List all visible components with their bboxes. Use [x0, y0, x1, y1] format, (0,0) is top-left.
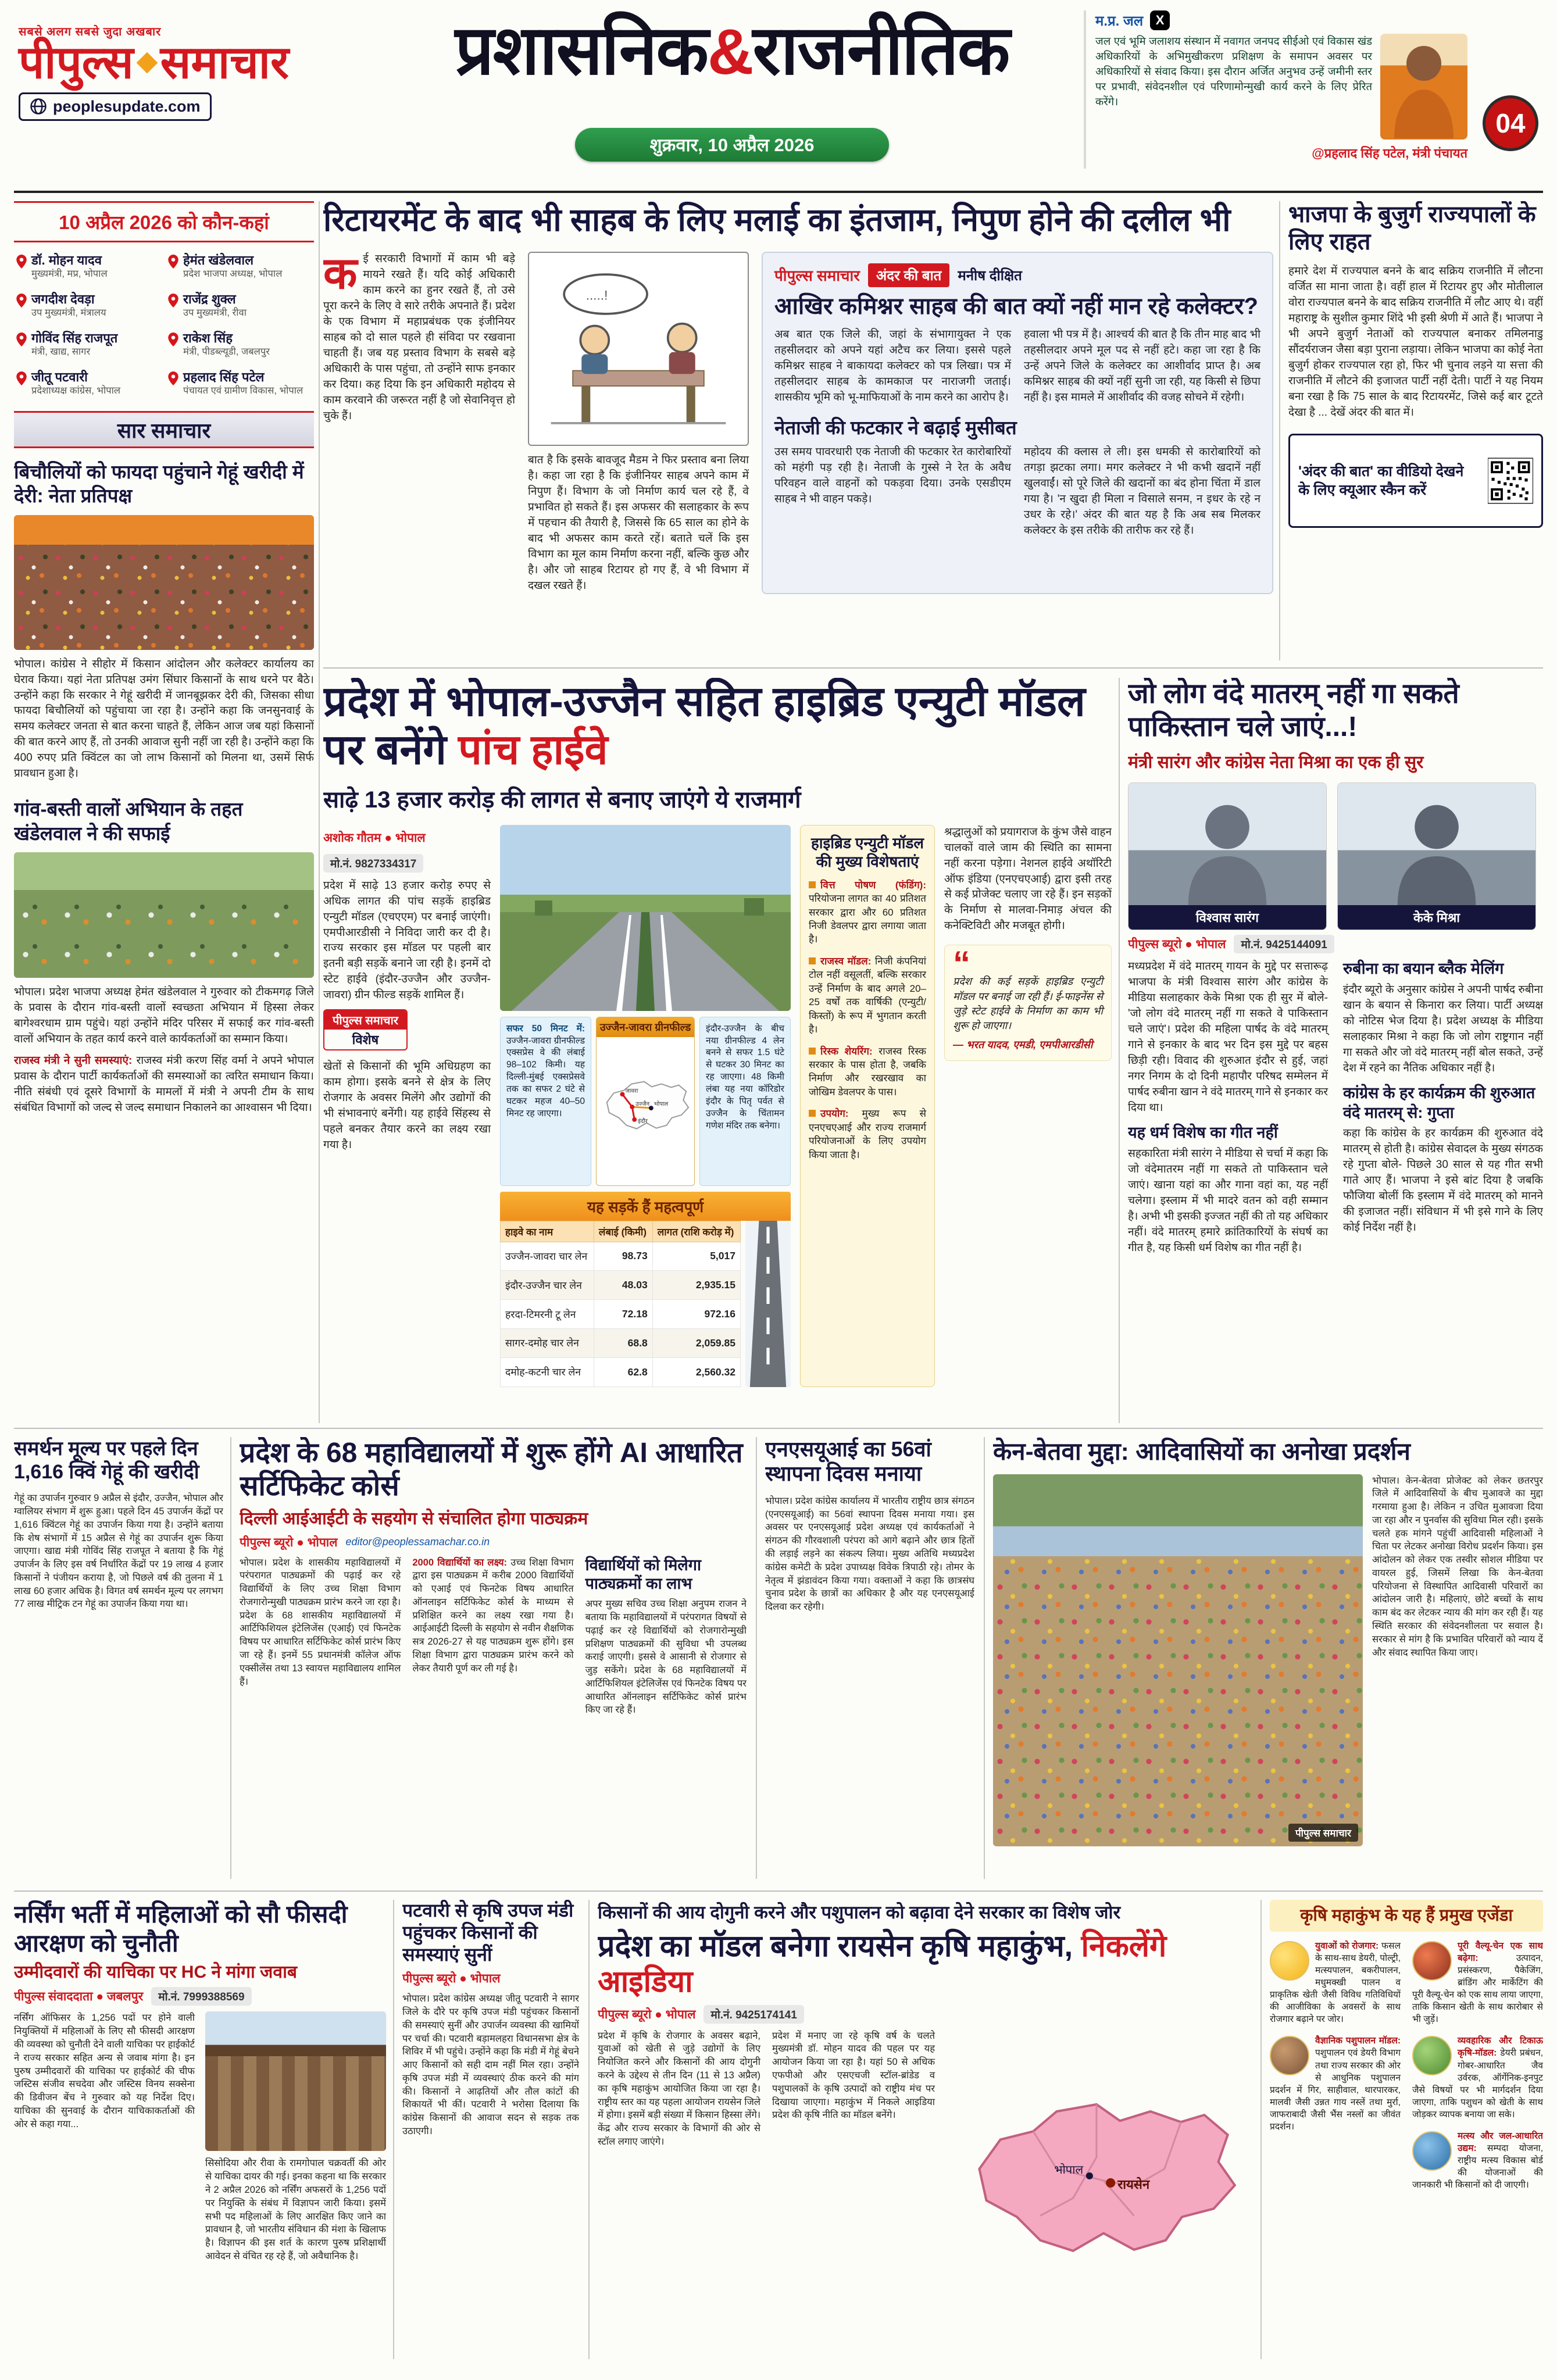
who-where-entry: राजेंद्र शुक्ल उप मुख्यमंत्री, रीवा	[168, 292, 312, 319]
vande-mataram-story	[1128, 678, 1543, 1423]
cartoon-illustration	[528, 252, 749, 446]
route-map-title: उज्जैन-जावरा ग्रीनफील्ड	[597, 1017, 694, 1037]
highway-body2: खेतों से किसानों की भूमि अधिग्रहण का काम होगा। इसके बनने से क्षेत्र के लिए रोजगार के अवसर मिलेंगे और उद्योगों की भी संभावनाएं बनेंगी। यह हाईवे सिंहस्थ से पहले बनकर तैयार करने का लक्ष्य रखा गया है।	[323, 1060, 491, 1152]
website-text: peoplesupdate.com	[53, 97, 201, 115]
divider	[323, 667, 1543, 669]
divider	[1279, 201, 1280, 660]
governors-story	[1288, 201, 1543, 660]
governors-headline: भाजपा के बुजुर्ग राज्यपालों के लिए राहत	[1288, 202, 1536, 255]
feature-item: राजस्व मॉडल: निजी कंपनियां टोल नहीं वसूलतीं, बल्कि सरकार उन्हें निर्माण के बाद अगले 20–25 वर्षों तक वार्षिकी (एन्युटी/किस्तों) के रूप में भुगतान करती है।	[809, 955, 926, 1037]
map-label-raisen: रायसेन	[1117, 2177, 1150, 2192]
byline: पीपुल्स ब्यूरो ● भोपाल	[598, 2007, 696, 2021]
person-silhouette-icon	[1129, 783, 1326, 905]
who-where-title: 10 अप्रैल 2026 को कौन-कहां	[14, 201, 314, 242]
map-label-bhopal: भोपाल	[1054, 2163, 1084, 2177]
who-where-entry: प्रहलाद सिंह पटेल पंचायत एवं ग्रामीण विकास, भोपाल	[168, 370, 312, 397]
byline-row	[598, 2005, 1251, 2024]
mp-district-map	[947, 2029, 1251, 2343]
andar-col2: हवाला भी पत्र में है। आश्चर्य की बात है कि तीन माह बाद भी तहसीलदार अपने मूल पद से नहीं हटे। कहा जा रहा है कि उन्हें अपने जिले के कलेक्टर का आशीर्वाद प्राप्त है। अब कमिश्नर साहब की क्यों नहीं सुनी जा रही, यह किसी से छिपा नहीं है। इस मामले में आशीर्वाद की वजह सोचने में रहेगी।	[1024, 328, 1260, 403]
agenda-item: वैज्ञानिक पशुपालन मॉडल: पशुपालन एवं डेयरी विभाग तथा राज्य सरकार की ओर से आधुनिक पशुपालन प्रदर्शन में गिर, साहीवाल, थारपारकर, मालवी जैसी उन्नत गाय नस्लें तथा मुर्रा, जाफराबादी जैसी भैंस नस्लों का जीवंत प्रदर्शन।	[1270, 2036, 1401, 2132]
andar-author: मनीष दीक्षित	[958, 267, 1022, 284]
byline-row	[1128, 935, 1543, 953]
ai-col1: भोपाल। प्रदेश के शासकीय महाविद्यालयों में परंपरागत पाठ्यक्रमों की पढ़ाई कर रहे विद्यार्थियों के लिए उच्च शिक्षा विभाग रोजगारोन्मुखी पाठ्यक्रम प्रारंभ करने जा रहा है। प्रदेश के 68 शासकीय महाविद्यालयों में आर्टिफिशियल इंटेलिजेंस (एआई) एवं फिनटेक विषय पर आधारित सर्टिफिकेट कोर्स प्रारंभ किए जा रहे हैं। इनमें 55 प्रधानमंत्री कॉलेज ऑफ एक्सीलेंस तथा 13 स्वायत्त महाविद्यालय शामिल हैं।	[240, 1557, 401, 1687]
location-pin-icon	[16, 255, 27, 269]
andar-label: अंदर की बात	[868, 263, 949, 287]
photo-protest-stage	[14, 515, 314, 650]
highway-colD	[944, 825, 1112, 1387]
netaji-cols	[774, 445, 1260, 539]
divider	[984, 1437, 985, 1879]
quote-header	[1095, 10, 1467, 30]
nursing-story	[14, 1900, 386, 2365]
divider	[319, 201, 320, 1423]
agenda-item: पूरी वैल्यू-चेन एक साथ बढ़ेगा: उत्पादन, प्रसंस्करण, पैकेजिंग, ब्रांडिंग और मार्केटिंग की पूरी वैल्यू-चेन को एक साथ लाया जाएगा, ताकि किसान खेती के साथ कारोबार से भी जुड़ें।	[1412, 1941, 1543, 2025]
mahakumbh-story	[598, 1900, 1251, 2365]
patwari-headline: पटवारी से कृषि उपज मंडी पहुंचकर किसानों की समस्याएं सुनीं	[402, 1900, 574, 1965]
mahakumbh-col2: प्रदेश में मनाए जा रहे कृषि वर्ष के चलते मुख्यमंत्री डॉ. मोहन यादव की पहल पर यह आयोजन किया जा रहा है। यहां 50 से अधिक एफपीओ और एसएचजी स्टॉल-ब्रांडेड व पशुपालकों के कृषि उत्पादों को राष्ट्रीय मंच पर दिखाया जाएगा। महाकुंभ में निकले आइडिया प्रदेश की कृषि नीति का मॉडल बनेंगे।	[772, 2030, 935, 2121]
road-graphic-icon	[745, 1221, 791, 1387]
divider	[1119, 678, 1120, 1423]
who-where-entry: जगदीश देवड़ा उप मुख्यमंत्री, मंत्रालय	[16, 292, 160, 319]
x-logo-icon: X	[1150, 10, 1170, 30]
mahakumbh-columns	[598, 2029, 1251, 2346]
andar-header	[774, 263, 1260, 287]
location-pin-icon	[168, 294, 178, 308]
brief-headline: गांव-बस्ती वालों अभियान के तहत खंडेलवाल ने की सफाई	[14, 798, 243, 844]
table-row: सागर-दमोह चार लेन 68.8 2,059.85	[501, 1328, 741, 1357]
mprdc-quote-by: — भरत यादव, एमडी, एमपीआरडीसी	[953, 1039, 1093, 1051]
location-pin-icon	[168, 333, 178, 346]
cattle-photo-icon	[1270, 2036, 1309, 2075]
highway-photo-art	[500, 825, 791, 1011]
ai-col2: 2000 विद्यार्थियों का लक्ष्य: उच्च शिक्षा विभाग द्वारा इस पाठ्यक्रम में करीब 2000 विद्यार्थियों को एआई एवं फिनटेक विषय आधारित ऑनलाइन सर्टिफिकेट कोर्स के माध्यम से प्रशिक्षित करने का लक्ष्य रखा गया है। आईआईटी दिल्ली के सहयोग से नवीन शैक्षणिक सत्र 2026-27 से यह पाठ्यक्रम शुरू होंगे। इस शिक्षा विभाग द्वारा पाठ्यक्रम प्रारंभ करने को लेकर तैयारी पूर्ण कर ली गई है।	[412, 1557, 574, 1674]
vm-sec1-body: सहकारिता मंत्री सारंग ने मीडिया से चर्चा में कहा कि जो वंदेमातरम नहीं गा सकते तो पाकिस्तान चले जाएं। खाना यहां का और गाना वहां का, यह नहीं चलेगा। इस्लाम में भी मादरे वतन को वही सम्मान है। अभी भी इसकी इज्जत नहीं की तो यह अधिकार नहीं। वंदे मातरम् हमारे क्रांतिकारियों के संघर्ष का गीत है, यह किसी धर्म विशेष का गीत नहीं है।	[1128, 1147, 1328, 1254]
byline: पीपुल्स ब्यूरो ● भोपाल	[240, 1535, 338, 1549]
highway-colC	[800, 825, 935, 1387]
brief-cleanup-story	[14, 797, 314, 1116]
retirement-story	[323, 201, 1273, 660]
qr-promo-box	[1288, 434, 1543, 528]
location-pin-icon	[16, 294, 27, 308]
divider	[230, 1437, 231, 1879]
who-where-entry: डॉ. मोहन यादव मुख्यमंत्री, मप्र, भोपाल	[16, 253, 160, 280]
brief-sub-lead: राजस्व मंत्री ने सुनी समस्याएं:	[14, 1054, 133, 1067]
highway-columns	[323, 825, 1112, 1387]
ai-subhead: दिल्ली आईआईटी के सहयोग से संचालित होगा पाठ्यक्रम	[240, 1509, 588, 1529]
nursing-col1: नर्सिंग ऑफिसर के 1,256 पदों पर होने वाली नियुक्तियों में महिलाओं के लिए सौ फीसदी आरक्षण की व्यवस्था को चुनौती देने वाली याचिका पर हाईकोर्ट ने राज्य सरकार सहित अन्य से जवाब मांगा है। इन पुरुष उम्मीदवारों की याचिका पर हाईकोर्ट की चीफ जस्टिस संजीव सचदेवा और जस्टिस विनय सक्सेना की डिवीजन बेंच ने गुरुवार को यह निर्देश दिए। याचिका की सुनवाई के दौरान याचिकाकर्ताओं की ओर से कहा गया...	[14, 2013, 195, 2129]
left-rail	[14, 201, 314, 1423]
ai-headline: प्रदेश के 68 महाविद्यालयों में शुरू होंगे AI आधारित सर्टिफिकेट कोर्स	[240, 1438, 743, 1502]
ai-benefit-body: अपर मुख्य सचिव उच्च शिक्षा अनुपम राजन ने बताया कि महाविद्यालयों में परंपरागत विषयों से पढ़ाई कर रहे विद्यार्थियों को रोजगारोन्मुखी प्रशिक्षण पाठ्यक्रमों की सुविधा भी उपलब्ध कराई जाएगी। इससे वे आसानी से रोजगार से जुड़ सकेंगे। प्रदेश के 68 महाविद्यालयों में आर्टिफिशियल इंटेलिजेंस एवं फिनटेक विषय पर आधारित ऑनलाइन सर्टिफिकेट कोर्स प्रारंभ किए जा रहे हैं।	[585, 1599, 747, 1716]
map-label-indore: इंदौर	[638, 1118, 648, 1125]
divider	[756, 1437, 757, 1879]
fish-photo-icon	[1412, 2131, 1452, 2171]
ai-col3	[585, 1556, 747, 1717]
map-label-jaora: जावरा	[625, 1087, 638, 1094]
andar-headline: आखिर कमिश्नर साहब की बात क्यों नहीं मान रहे कलेक्टर?	[774, 293, 1258, 319]
mahakumbh-kicker: किसानों की आय दोगुनी करने और पशुपालन को बढ़ावा देने सरकार का विशेष जोर	[598, 1902, 1121, 1922]
chicks-photo-icon	[1270, 1941, 1309, 1981]
ham-features-box	[800, 825, 935, 1387]
divider	[393, 1900, 394, 2359]
factbox-1: सफर 50 मि​नट में: उज्जैन-जावरा ग्रीनफील्ड एक्सप्रेस वे की लंबाई 98–102 किमी। यह दिल्ली-मुंबई एक्सप्रेसवे तक का सफर 2 घंटे से घटकर महज 40–50 मिनट रह जाएगा।	[500, 1017, 591, 1186]
vm-sec3-body: कहा कि कांग्रेस के हर कार्यक्रम की शुरुआत वंदे मातरम् से होती है। कांग्रेस सेवादल के मुख्य संगठक रहे गुप्ता बोले- पिछले 30 साल से यह गीत सभी गाते आए हैं। भाजपा ने इसे बांट दिया है जबकि फौजिया बोलीं कि इस्लाम में वंदे मातरम् को मानने की इजाजत नहीं। संविधान में भी इसे गाने के लिए कोई निर्देश नहीं है।	[1343, 1127, 1543, 1234]
msp-story	[14, 1437, 223, 1882]
mprdc-quote-text: प्रदेश की कई सड़कें हाइब्रिड एन्युटी मॉडल पर बनाई जा रही हैं। ई-फाइनेंस से जुड़े स्टेट हाईवे के निर्माण का काम भी शुरू हो जाएगा।	[953, 975, 1103, 1031]
page-number: 04	[1483, 95, 1538, 151]
highway-subhead: साढ़े 13 हजार करोड़ की लागत से बनाए जाएंगे ये राजमार्ग	[323, 787, 801, 813]
phone-number: मो.नं. 7999388569	[151, 1987, 251, 2006]
agenda-box	[1270, 1900, 1543, 2365]
msp-body: गेहूं का उपार्जन गुरुवार 9 अप्रैल से इंदौर, उज्जैन, भोपाल और ग्वालियर संभाग में शुरू हुआ। पहले दिन 45 उपार्जन केंद्रों पर 1,616 क्विंटल गेहूं का उपार्जन किया गया है। उन्होंने बताया कि शेष संभागों में 15 अप्रैल से गेहूं का उपार्जन शुरू किया जाएगा। खाद्य मंत्री गोविंद सिंह राजपूत ने बताया है कि गेहूं उपार्जन के लिए इस वर्ष निर्धारित केंद्रों पर 19 लाख 4 हजार किसानों ने पंजीयन कराया है, जो पिछले वर्ष की तुलना में 1 लाख 60 हजार अधिक है। विगत वर्ष समर्थन मूल्य पर लगभग 77 लाख मीट्रिक टन गेहूं का उपार्जन किया गया था।	[14, 1493, 223, 1610]
route-map-box	[596, 1017, 695, 1186]
retirement-headline: रिटायरमेंट के बाद भी साहब के लिए मलाई का इंतजाम, निपुण होने की दलील भी	[323, 202, 1231, 238]
cartoon-icon	[529, 253, 748, 445]
brief-sub	[14, 1053, 314, 1116]
feature-item: वित्त पोषण (फंडिंग): परियोजना लागत का 40 प्रतिशत सरकार द्वारा और 60 प्रतिशत निजी डेवलपर द्वारा लगाया जाता है।	[809, 878, 926, 946]
quote-brand: म.प्र. जल	[1095, 13, 1144, 29]
ai-benefit-title: विद्यार्थियों को मिलेगा पाठ्यक्रमों का लाभ	[585, 1556, 701, 1592]
nursing-headline: नर्सिंग भर्ती में महिलाओं को सौ फीसदी आरक्षण को चुनौती	[14, 1900, 348, 1957]
masthead-rule	[14, 191, 1543, 193]
roads-table-title: यह सड़कें हैं महत्वपूर्ण	[500, 1192, 791, 1221]
mprdc-quote-card	[944, 945, 1112, 1061]
ken-body: भोपाल। केन-बेतवा प्रोजेक्ट को लेकर छतरपुर जिले में आदिवासियों के बीच मुआवजे का मुद्दा गरमाया हुआ है। लेकिन न उचित मुआवजा दिया जा रहा और न पुनर्वास की सुविधा मिल रही। इसके चलते हक मांगने पहुंचीं आदिवासी महिलाओं ने चिता पर लेटकर अनोखा विरोध प्रदर्शन किया। इस आंदोलन को लेकर एक तस्वीर सोशल मीडिया पर वायरल हुई, जिसमें लिखा कि केन-बेतवा परियोजना से विस्थापित आदिवासी परिवारों का आंदोलन जारी है। महिलाएं, छोटे बच्चों के साथ काम बंद कर लेटकर न्याय की मांग कर रही हैं। यह स्थिति सरकार की संवेदनशीलता पर सवाल है। सरकार से मांग है कि प्रभावित परिवारों को न्याय दें और संवाद स्थापित किया जाए।	[1372, 1475, 1543, 1658]
newspaper-logo	[19, 39, 298, 87]
vm-subhead: मंत्री सारंग और कांग्रेस नेता मिश्रा का एक ही सुर	[1128, 753, 1424, 773]
title-left: प्रशासनिक	[455, 12, 708, 89]
qr-promo-text: 'अंदर की बात' का वीडियो देखने के लिए क्यूआर स्कैन करें	[1298, 463, 1464, 499]
photo-card-sarang	[1128, 782, 1327, 930]
table-row: दमोह-कटनी चार लेन 62.8 2,560.32	[501, 1357, 741, 1386]
title-amp: &	[708, 16, 753, 88]
location-pin-icon	[16, 371, 27, 385]
brief-headline: बिचौलियों को फायदा पहुंचाने गेहूं खरीदी में देरी: नेता प्रतिपक्ष	[14, 461, 304, 507]
byline: पीपुल्स ब्यूरो ● भोपाल	[1128, 938, 1226, 952]
map-label-bhopal: भोपाल	[653, 1100, 669, 1107]
who-where-entry: जीतू पटवारी प्रदेशाध्यक्ष कांग्रेस, भोपाल	[16, 370, 160, 397]
ham-features-title: हाइब्रिड एन्युटी मॉडल की मुख्य विशेषताएं	[810, 834, 924, 871]
photo-credit: पीपुल्स समाचार	[1288, 1824, 1358, 1842]
highway-headline-red: पांच हाईवे	[458, 726, 608, 773]
highway-headline: प्रदेश में भोपाल-उज्जैन सहित हाइब्रिड एन्युटी मॉडल पर बनेंगे पांच हाईवे	[323, 678, 1085, 773]
vm-sec1-title: यह धर्म विशेष का गीत नहीं	[1128, 1123, 1278, 1141]
byline-row	[14, 1987, 386, 2006]
brief-sub-body: राजस्व मंत्री करण सिंह वर्मा ने अपने भोपाल प्रवास के दौरान पार्टी कार्यकर्ताओं की समस्याओं का त्वरित समाधान किया। नीति संबंधी एवं दूसरे विभागों के मामलों में मंत्री ने अपनी टीम के साथ संबंधित विभागों को जल्द से जल्द समाधान निकालने का आश्वासन भी दिया।	[14, 1054, 314, 1114]
agenda-item: युवाओं को रोजगार: फसल के साथ-साथ डेयरी, पोल्ट्री, मत्स्यपालन, बकरीपालन, मधुमक्खी पालन व प्राकृतिक खेती जैसी विविध गतिविधियों की आजीविका के अवसरों के साथ रोजगार बढ़ाने पर जोर।	[1270, 1941, 1401, 2025]
byline: पीपुल्स संवाददाता ● जबलपुर	[14, 1990, 144, 2004]
tractor-photo-icon	[1412, 1941, 1452, 1981]
masthead	[14, 8, 1543, 186]
vm-sec3-title: कांग्रेस के हर कार्यक्रम की शुरुआत वंदे मातरम् से: गुप्ता	[1343, 1084, 1535, 1121]
table-row: इंदौर-उज्जैन चार लेन 48.03 2,935.15	[501, 1271, 741, 1300]
portrait-name: विश्वास सारंग	[1129, 905, 1326, 930]
brief-wheat-story	[14, 460, 314, 782]
agenda-item: मत्स्य और जल-आधारित उद्यम: सम्पदा योजना, राष्ट्रीय मत्स्य विकास बोर्ड की योजनाओं की जानकारी भी किसानों को दी जाएगी।	[1412, 2131, 1543, 2190]
portrait-name: केके मिश्रा	[1338, 905, 1535, 930]
vm-sec2-title: रुबीना का बयान ब्लैक मेलिंग	[1343, 960, 1504, 978]
mp-route-map	[597, 1037, 694, 1182]
quote-text: जल एवं भूमि जलाशय संस्थान में नवागत जनपद सीईओ एवं विकास खंड अधिकारियों के अभिमुखीकरण प्रशिक्षण के समापन अवसर पर अधिकारियों से संवाद किया। इस दौरान अर्जित अनुभव उन्हें जमीनी स्तर पर प्रभावी, संवेदनशील एवं परिणामोन्मुखी कार्य करने के लिए प्रेरित करेंगे।	[1095, 35, 1372, 108]
qr-code[interactable]	[1488, 444, 1533, 518]
title-right: राजनीतिक	[752, 12, 1009, 89]
governors-body: हमारे देश में राज्यपाल बनने के बाद सक्रिय राजनीति में लौटना वर्जित सा माना जाता है। वहीं हाल में रिटायर हुए और मोतीलाल वोरा राज्यपाल बनने के बाद सक्रिय राजनीति में लौट आए थे। वहीं महाराष्ट्र के सुशील कुमार शिंदे भी इसी श्रेणी में आते हैं। भाजपा ने भी अपने बुजुर्ग नेताओं को राज्यपाल बनाकर तमिलनाडु सौंदर्यराजन जैसा बड़ा पुराना लड़ाया। लेकिन भाजपा का कोई नेता बुजुर्ग होकर राज्यपाल रहा हो, फिर भी चुनाव लड़ने या सत्ता की राजनीति में लौटने की इजाजत पार्टी नहीं देती। पार्टी ने यह नियम बना रखा है कि 75 साल के बाद रिटायरमेंट, जिसे कई बार टूटते देखा है ... देखें अंदर की बात में।	[1288, 265, 1543, 419]
quote-body-row	[1095, 34, 1467, 140]
vm-body: मध्यप्रदेश में वंदे मातरम् गायन के मुद्दे पर सत्तारूढ़ भाजपा के मंत्री विश्वास सारंग और कांग्रेस के मीडिया सलाहकार केके मिश्रा एक ही सुर में बोले- 'जो लोग वंदे मातरम् नहीं गा सकते वे पाकिस्तान चले जाएं'। प्रदेश की महिला पार्षद के वंदे मातरम् गाने से इनकार के बाद भर दिन इस मुद्दे पर बहस छिड़ी रही। विवाद की शुरुआत इंदौर से हुई, जहां नगर निगम के दो दिनी महापौर परिषद सम्मेलन में पार्षद रुबीना खान ने वंदे मातरम् गाने से इनकार कर दिया था।	[1128, 960, 1328, 1114]
byline-row	[402, 1970, 579, 1986]
photo-highway	[500, 825, 791, 1011]
location-pin-icon	[168, 371, 178, 385]
agenda-title: कृषि महाकुंभ के यह हैं प्रमुख एजेंडा	[1270, 1900, 1543, 1932]
who-where-list	[14, 242, 314, 408]
agenda-items	[1270, 1940, 1543, 2191]
netaji-subhead: नेताजी की फटकार ने बढ़ाई मुसीबत	[774, 416, 1017, 438]
andar-col1: अब बात एक जिले की, जहां के संभागायुक्त ने एक तहसीलदार को अपने यहां अटैच कर लिया। इससे पहले कमिश्नर साहब ने बाकायदा कलेक्टर को पत्र लिखा। पत्र में तहसीलदार साहब के कामकाज पर नाराजगी जताई। शासकीय भूमि को भू-माफियाओं के नाम करने का आरोप है।	[774, 328, 1011, 403]
feature-item: उपयोग: मुख्य रूप से एनएचएआई और राज्य राजमार्ग परियोजनाओं के लिए उपयोग किया जाता है।	[809, 1107, 926, 1162]
divider	[14, 1428, 1543, 1429]
who-where-entry: गोविंद सिंह राजपूत मंत्री, खाद्य, सागर	[16, 331, 160, 358]
retirement-col2-text: बात है कि इसके बावजूद मैडम ने फिर प्रस्ताव बना लिया है। कहा जा रहा है कि इंजीनियर साहब अपने काम में निपुण हैं। विभाग के जो निर्माण कार्य चल रहे हैं, वे प्रभावित हो सकते हैं। इस अफसर की सलाहकार के रूप में पहचान की तैयारी है, जिससे कि 65 साल का होने के बाद भी अफसर काम करते रहें। बताते चलें कि इस विभाग का मूल काम निर्माण करना नहीं, बल्कि कुछ और है। और जो साहब रिटायर हो गए हैं, वे भी विभाग में दखल रखते हैं।	[528, 453, 749, 592]
brief-body: भोपाल। कांग्रेस ने सीहोर में किसान आंदोलन और कलेक्टर कार्यालय का घेराव किया। यहां नेता प्रतिपक्ष उमंग सिंघार किसानों के साथ धरने पर बैठे। उन्होंने कहा कि सरकार ने गेहूं खरीदी में जानबूझकर देरी की, जिसका सीधा फायदा बिचौलियों को पहुंचाया जा रहा है। उन्होंने कहा कि जनसुनवाई के समय कलेक्टर जनता से बात करना चाहते हैं, लेकिन आज जब यहां किसानों की बात करने आए हैं, तो उनकी आवाज सुनी नहीं जा रही है। उन्होंने कहा कि 400 रुपए प्रति क्विंटल का जो लाभ किसानों को मिलना था, उसमें सिर्फ प्रावधान हुआ है।	[14, 657, 314, 780]
ken-content	[993, 1474, 1543, 1846]
dropcap: क	[323, 248, 358, 298]
date-bar: शुक्रवार, 10 अप्रैल 2026	[575, 128, 889, 162]
ai-columns	[240, 1556, 747, 1717]
star-icon	[136, 52, 158, 74]
divider	[1260, 1900, 1262, 2359]
table-row: हरदा-टिमरनी टू लेन 72.18 972.16	[501, 1300, 741, 1329]
byline-row	[323, 830, 491, 873]
patwari-body: भोपाल। प्रदेश कांग्रेस अध्यक्ष जीतू पटवारी ने सागर जिले के दौरे पर कृषि उपज मंडी पहुंचकर किसानों की समस्याएं सुनीं और उपार्जन व्यवस्था की खामियों पर चर्चा की। पटवारी बड़ामलहरा विधानसभा क्षेत्र के शिविर में भी पहुंचे। उन्होंने कहा कि मंडी में गेहूं बेचने आए किसानों को सही दाम नहीं मिल रहा। उन्होंने कृषि उपज मंडी में व्यवस्थाएं ठीक करने की मांग की। किसानों ने आढ़तियों और तौल कांटों की शिकायतें भी कीं। पटवारी ने भरोसा दिलाया कि कांग्रेस किसानों की आवाज सदन से सड़क तक उठाएगी।	[402, 1993, 579, 2136]
andar-cols	[774, 327, 1260, 406]
agenda-item: व्यवहारिक और टिकाऊ कृषि-मॉडल: डेयरी प्रबंधन, गोबर-आधारित जैव उर्वरक, ऑर्गेनिक-इनपुट जैसे विषयों पर भी मार्गदर्शन दिया जाएगा, ताकि पशुधन को खेती के साथ जोड़कर व्यापक बनाया जा सके।	[1412, 2036, 1543, 2120]
highway-body1: प्रदेश में साढ़े 13 हजार करोड़ रुपए से अधिक लागत की पांच सड़कें हाइब्रिड एन्युटी मॉडल (एचएएम) पर बनाई जाएंगी। एमपीआरडीसी ने निविदा जारी कर दी है। राज्य सरकार इस मॉडल पर पहली बार इतनी बड़ी सड़कें बनाने जा रही है। इनमें दो स्टेट हाईवे (इंदौर-उज्जैन और उज्जैन-जावरा) ग्रीन फील्ड सड़कें शामिल हैं।	[323, 879, 491, 1002]
factbox-2: इंदौर-उज्जैन के बीच नया ग्रीनफील्ड 4 लेन बनने से सफर 1.5 घंटे से घटकर 30 मिनट का रह जाएगा। 48 किमी लंबा यह नया कॉरिडोर इंदौर के पितृ पर्वत से उज्जैन के चिंतामन गणेश मंदिर तक बनेगा।	[699, 1017, 791, 1186]
phone-number: मो.नं. 9827334317	[323, 854, 423, 873]
vishesh-badge: पीपुल्स समाचार विशेष	[323, 1009, 408, 1050]
mahakumbh-col1: प्रदेश में कृषि के रोजगार के अवसर बढ़ाने, युवाओं को खेती से जुड़े उद्योगों के लिए नियोजित करने और किसानों की आय दोगुनी करने के उद्देश्य से तीन दिन (11 से 13 अप्रैल) का कृषि महाकुंभ आयोजित किया जा रहा है। राष्ट्रीय स्तर का यह पहला आयोजन रायसेन जिले में होगा। इसमें बड़ी संख्या में किसान हिस्सा लेंगे। केंद्र और राज्य सरकार के विभागों की ओर से स्टॉल लगाए जाएंगे।	[598, 2030, 760, 2147]
portrait-photo	[1338, 783, 1535, 905]
table-row: उज्जैन-जावरा चार लेन 98.73 5,017	[501, 1242, 741, 1271]
fact-map-row	[500, 1017, 791, 1186]
vm-sec2-body: इंदौर ब्यूरो के अनुसार कांग्रेस ने अपनी पार्षद रुबीना खान के बयान से किनारा कर लिया। पार्टी अध्यक्ष को नोटिस भेज दिया है। प्रदेश अध्यक्ष के मीडिया सलाहकार मिश्रा ने कहा कि जो लोग राष्ट्रगान नहीं गा सकते और जो वंदे मातरम् नहीं बोल सकते, उन्हें देश में रहने का नैतिक अधिकार नहीं है।	[1343, 984, 1543, 1074]
nursing-columns	[14, 2011, 386, 2263]
nursing-col2	[205, 2011, 386, 2263]
email-link[interactable]: editor@peoplessamachar.co.in	[345, 1536, 490, 1548]
roads-table-block	[500, 1192, 791, 1387]
vm-photos-row	[1128, 782, 1543, 930]
location-pin-icon	[16, 333, 27, 346]
vm-headline: जो लोग वंदे मातरम् नहीं गा सकते पाकिस्तान चले जाएं...!	[1128, 678, 1459, 742]
ken-betwa-story	[993, 1437, 1543, 1882]
highway-colB	[500, 825, 791, 1387]
tagline: सबसे अलग सबसे जुदा अखबार	[19, 26, 162, 38]
ken-headline: केन-बेतवा मुद्दा: आदिवासियों का अनोखा प्रदर्शन	[993, 1438, 1410, 1465]
who-where-entry: राकेश सिंह मंत्री, पीडब्ल्यूडी, जबलपुर	[168, 331, 312, 358]
logo-block	[19, 23, 298, 121]
organic-photo-icon	[1412, 2036, 1452, 2075]
netaji-col1: उस समय पावरधारी एक नेताजी की फटकार रेत कारोबारियों को महंगी पड़ रही है। नेताजी के गुस्से ने रेत के अवैध परिवहन वाले वाहनों को पकड़वा दिया। उनके एसडीएम साहब ने भी वाहन पकड़े।	[774, 445, 1011, 505]
globe-icon	[30, 98, 47, 115]
byline: अशोक गौतम ● भोपाल	[323, 831, 426, 845]
nsui-body: भोपाल। प्रदेश कांग्रेस कार्यालय में भारतीय राष्ट्रीय छात्र संगठन (एनएसयूआई) का 56वां स्थापना दिवस मनाया गया। इस अवसर पर एनएसयूआई प्रदेश अध्यक्ष एवं कार्यकर्ताओं ने संगठन की गौरवशाली परंपरा को आगे बढ़ाने और छात्र हितों की लड़ाई लड़ने का संकल्प लिया। मुख्य अतिथि मध्यप्रदेश कांग्रेस कमेटी के प्रदेश उपाध्यक्ष विवेक त्रिपाठी रहे। तोमर के नेतृत्व में झंडावंदन किया गया। वक्ताओं ने कहा कि छात्रसंघ चुनाव प्रदेश के छात्रों का अधिकार है और यह एनएसयूआई दिलवा कर रहेगी।	[765, 1495, 974, 1613]
retirement-columns	[323, 248, 1273, 594]
ai-course-story	[240, 1437, 747, 1882]
patwari-story	[402, 1900, 579, 2365]
phone-number: मो.नं. 9425174141	[703, 2005, 804, 2024]
saar-samachar-band: सार समाचार	[14, 411, 314, 448]
netaji-col2: महोदय की क्लास ले ली। इस धमकी से कारोबारियों को तगड़ा झटका लगा। मगर कलेक्टर ने भी कभी खदानें नहीं खुलवाईं। सो पूरे जिले की खदानों का बंद होना चिंता में डाल गया है। 'न खुदा ही मिला न विसाले सनम, न इधर के रहे न उधर के रहे।' अंदर की बात यह है कि अब सब मिलकर कलेक्टर के इस तरीके की तारीफ कर रहे हैं।	[1024, 445, 1260, 537]
quote-mark-icon: “	[953, 944, 970, 984]
photo-high-court	[205, 2011, 386, 2151]
byline-row	[240, 1534, 747, 1550]
logo-word-2: समाचार	[160, 37, 289, 88]
msp-headline: समर्थन मूल्य पर पहले दिन 1,616 क्विं गेहूं की खरीदी	[14, 1438, 199, 1484]
minister-photo	[1380, 34, 1467, 140]
retirement-col2	[528, 252, 749, 594]
divider	[588, 1900, 590, 2359]
nursing-col2-text: सिसोदिया और रीवा के रामगोपाल चक्रवर्ती की ओर से याचिका दायर की गई। इनका कहना था कि सरकार ने 2 अप्रैल 2026 को नर्सिंग अफसरों के 1,256 पदों पर नियुक्ति के संबंध में विज्ञापन जारी किया। इसमें सभी पद महिलाओं के लिए आरक्षित किए जाने का प्रावधान है, जो भारतीय संविधान की मंशा के खिलाफ है। विज्ञापन की इस शर्त के कारण पुरुष प्रशिक्षार्थी आवेदन से वंचित रह रहे हैं, जो अवैधानिक है।	[205, 2158, 386, 2261]
who-where-entry: हेमंत खंडेलवाल प्रदेश भाजपा अध्यक्ष, भोपाल	[168, 253, 312, 280]
nsui-story	[765, 1437, 974, 1882]
quote-handle[interactable]: @प्रहलाद सिंह पटेल, मंत्री पंचायत	[1312, 146, 1467, 160]
photo-cleanup-drive	[14, 852, 314, 978]
highway-body3: श्रद्धालुओं को प्रयागराज के कुंभ जैसे वाहन चालकों वाले जाम की स्थिति का सामना नहीं करना पड़ेगा। नेशनल हाईवे अथॉरिटी ऑफ इंडिया (एनएचएआई) द्वारा इसी तरह से कई प्रोजेक्ट चलाए जा रहे हैं। इन सड़कों के निर्माण से मालवा-निमाड़ अंचल की कनेक्टिविटी और मजबूत होगी।	[944, 826, 1112, 932]
highway-colA	[323, 825, 491, 1387]
mahakumbh-headline-red: निकलेंगे आइडिया	[598, 1929, 1167, 1999]
retirement-col1: कई सरकारी विभागों में काम भी बड़े मायने रखते हैं। यदि कोई अधिकारी काम करने का हुनर रखते हैं, तो उसे पूरा करने के लिए वे सारे तरीके अपनाते हैं। प्रदेश के एक विभाग में महाप्रबंधक एक इंजीनियर साहब को दो साल पहले ही संविदा पर रखवाना चाहती हैं। जब यह प्रस्ताव विभाग के सबसे बड़े अधिकारी के पास पहुंचा, तो उन्होंने साफ इनकार कर दिया। कह दिया कि इन अधिकारी महोदय से काम करवाने की जरूरत नहीं है जो सेवानिवृत्त हो चुके हैं।	[323, 248, 515, 422]
page-section-title	[305, 12, 1159, 89]
photo-card-mishra	[1337, 782, 1536, 930]
nursing-subhead: उम्मीदवारों की याचिका पर HC ने मांगा जवाब	[14, 1963, 297, 1982]
person-silhouette-icon	[1338, 783, 1535, 905]
portrait-photo	[1129, 783, 1326, 905]
phone-number: मो.नं. 9425144091	[1234, 935, 1334, 953]
brief-body: भोपाल। प्रदेश भाजपा अध्यक्ष हेमंत खंडेलवाल ने गुरुवार को टीकमगढ़ जिले के प्रवास के दौरान गांव-बस्ती वालों स्वच्छता अभियान में हिस्सा लेकर बागेश्वरधाम ग्राम पहुंचे। यहां उन्होंने मंदिर परिसर में सफाई कर गांव-बस्ती वालों अभियान के तहत कार्य करने वाले कार्यकर्ताओं का सम्मान किया।	[14, 985, 314, 1045]
andar-ki-baat-box	[762, 252, 1273, 594]
logo-word-1: पीपुल्स	[19, 37, 134, 88]
website-link[interactable]	[19, 92, 212, 121]
photo-tribal-protest	[993, 1474, 1363, 1846]
feature-item: रिस्क शेयरिंग: राजस्व रिस्क सरकार के पास होता है, जबकि निर्माण और रखरखाव का जोखिम डेवलपर के पास।	[809, 1045, 926, 1099]
nsui-headline: एनएसयूआई का 56वां स्थापना दिवस मनाया	[765, 1437, 931, 1486]
divider	[14, 1891, 1543, 1892]
map-label-ujjain: उज्जैन	[635, 1100, 650, 1107]
mahakumbh-headline: प्रदेश का मॉडल बनेगा रायसेन कृषि महाकुंभ, निकलेंगे आइडिया	[598, 1929, 1167, 1999]
person-silhouette-icon	[1380, 34, 1467, 138]
andar-brand: पीपुल्स समाचार	[774, 267, 860, 285]
svg-text:.....!: .....!	[585, 288, 608, 303]
district-map-box	[947, 2029, 1251, 2346]
byline: पीपुल्स ब्यूरो ● भोपाल	[402, 1972, 501, 1986]
location-pin-icon	[168, 255, 178, 269]
highway-story	[323, 678, 1112, 1423]
vm-text-flow	[1128, 959, 1543, 1256]
roads-table: हाइवे का नाम लंबाई (किमी) लागत (राशि करोड़ में) उज्जैन-जावरा चार लेन 98.73 5,017 इंदौर-उज्जैन चार लेन 48.03 2,935.15 हरदा-टिमरनी टू लेन 72.18 972.16 सागर-दमोह चार लेन 68.8 2,059.85 दमोह-कटनी चार लेन 62.8 2,560.32	[500, 1221, 741, 1387]
minister-quote-box	[1084, 10, 1467, 169]
